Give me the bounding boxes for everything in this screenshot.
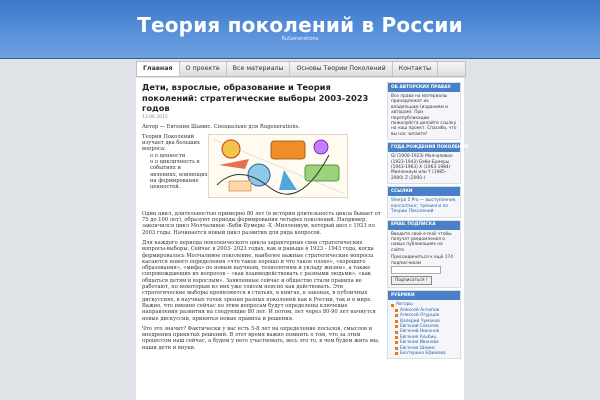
widget-title: РУБРИКИ <box>388 291 460 300</box>
main-nav <box>136 61 466 77</box>
category-item[interactable] <box>391 351 457 356</box>
rss-icon <box>395 347 398 350</box>
post-paragraph: Один цикл, длительностью примерно 80 лет (в истории длительность цикла бывает от 75 до 100 лет), образуют периоды формирования четырех поколений. Например, закончился цикл Молчаливое -Беби-Бумеры -Х -Миллениум, который шел с 1923 по 2003 годы. Начинается новый цикл развития для ряда вопросов. <box>142 210 381 236</box>
list-item-text: о цикличность в событиях и явлениях, влияющих на формирование ценностей. <box>150 158 208 191</box>
article-illustration[interactable] <box>208 134 348 198</box>
post-paragraph: Для каждого периода поколенческого цикла характерные свои стратегические вопросы-выборы. Сейчас в 2003- 2023 годах, как и раньше в 1923 - 1943 года, когда формировалось Молчаливое поколение, наиболее важные стратегические вопросы касаются нового определения «что такое хорошо и что такое плохо», «хорошего образования», «мифа» по новым научным, технологиям и укладу жизни», а также сопровождающих их вопросов – «как взаимодействовать с разными людьми», «как общаться детям и взрослым». Заявленные сейчас и общество стали правила не работают, по некоторым из них уже совсем неясно как действовать. Эти стратегические выборы проявляются в статьях, в книгах, в законах, в публичных дискуссиях, в научных точек зрения разных поколений как в России, так и в мире. Важно, что именно сейчас по этим вопросам будут определены ключевые направления развития на следующие 80 лет. И потом, лет через 80-90 лет начнутся новые дискуссии, принятья новые правила и решения. <box>142 239 376 322</box>
widget-text: Все права на материалы принадлежат их владельцам (изданиям и авторам). При перепубликации пожалуйста делайте ссылку на наш проект. Спасибо, что вы нас читаете! <box>391 94 457 137</box>
nav-contacts[interactable]: Контакты <box>393 62 438 76</box>
nav-all-materials[interactable]: Все материалы <box>227 62 291 76</box>
category-label[interactable]: Евгений Соколов <box>400 323 439 329</box>
category-label[interactable]: Авторы <box>396 302 413 308</box>
post-title[interactable]: Дети, взрослые, образование и Теория поколений: стратегические выборы 2003-2023 годов <box>142 82 369 113</box>
category-label[interactable]: Валерий Чумаков <box>400 318 440 324</box>
rss-icon <box>395 320 398 323</box>
widget-email-subscription <box>387 220 461 289</box>
nav-home[interactable]: Главная <box>137 62 180 76</box>
post-content <box>142 82 382 351</box>
post-author: Автор — Евгения Шамис. Специально для Rugenerations. <box>142 123 300 130</box>
widget-title: ССЫЛКИ <box>388 187 460 196</box>
subscriber-count: Присоединиться к ещё 174 подписчикам <box>391 255 453 266</box>
widget-categories <box>387 290 461 359</box>
email-input[interactable] <box>391 266 441 274</box>
list-item-text: о ценности <box>154 152 186 159</box>
categories-list <box>388 300 460 358</box>
rss-icon <box>395 341 398 344</box>
post-date: 13.06.2015 <box>142 114 168 120</box>
widget-generation-years <box>387 142 469 184</box>
nav-generations-theory[interactable]: Основы Теории Поколений <box>290 62 392 76</box>
subscribe-row <box>391 276 457 285</box>
widget-title: EMAIL ПОДПИСКА <box>388 221 460 230</box>
intro-text <box>142 134 208 191</box>
site-description: RuGenerations <box>281 36 319 42</box>
category-label[interactable]: Алексей Антипов <box>400 307 440 313</box>
sherpa-link[interactable]: Sherpa 5 Pro — выступления, консалтинг, тренинги по Теории Поколений <box>391 198 457 215</box>
site-header <box>0 0 600 59</box>
post-intro <box>142 134 382 207</box>
rss-icon <box>391 304 394 307</box>
rss-icon <box>395 325 398 328</box>
post-paragraph: Что это значит? Фактически у вас есть 5-8 лет на определение посылов, смыслов и внедрения принятых решений. В этот время важно помнить о том, что за этим процессом наш сейчас, а будем у него участвовать, весь это то, в чем будем жить мы, наши дети и внуки. <box>142 325 380 351</box>
site-title[interactable]: Теория поколений в России <box>137 13 463 37</box>
category-label[interactable]: Евгения Иванова <box>400 340 439 346</box>
rss-icon <box>395 352 398 355</box>
list-item: o о ценности <box>150 152 186 159</box>
widget-text: GI (1900-1923) Молчаливое (1923-1943) Беби-Бумеры (1943-1963) X (1963-1984) Миллениум или Y (1985-2000) Z (2000-) <box>391 154 453 181</box>
widget-copyright <box>387 82 461 140</box>
widget-title: ГОДА РОЖДЕНИЯ ПОКОЛЕНИЙ <box>388 143 460 152</box>
category-label[interactable]: Евгений Никонов <box>400 329 440 335</box>
widget-body <box>388 196 460 216</box>
nav-about[interactable]: О проекте <box>180 62 227 76</box>
category-label[interactable]: Алексей Огурцов <box>400 313 440 319</box>
rss-icon <box>395 336 398 339</box>
subscribe-description: Введите свой e-mail чтобы получат уведомления о новых публикациях на сайте. <box>391 231 452 253</box>
widget-title: ОБ АВТОРСКИХ ПРАВАХ <box>388 83 460 92</box>
sidebar <box>387 82 469 361</box>
subscribe-button[interactable]: Подписаться ! <box>391 276 432 285</box>
widget-links <box>387 186 461 217</box>
rss-icon <box>395 314 398 317</box>
rss-icon <box>395 331 398 334</box>
list-item: o о цикличность в событиях и явлениях, влияющих на формирование ценностей. <box>150 158 208 191</box>
category-label[interactable]: Екатерина Ефимова <box>400 351 446 356</box>
widget-body <box>388 230 460 288</box>
intro-sentence: Теория Поколений изучает два больших вопроса: <box>142 133 200 153</box>
category-label[interactable]: Евгения Шамис <box>400 345 436 351</box>
main-container <box>136 78 469 400</box>
sketchnote-drawing <box>209 135 347 197</box>
category-label[interactable]: Евгения Альбиц <box>400 334 437 340</box>
rss-icon <box>395 309 398 312</box>
